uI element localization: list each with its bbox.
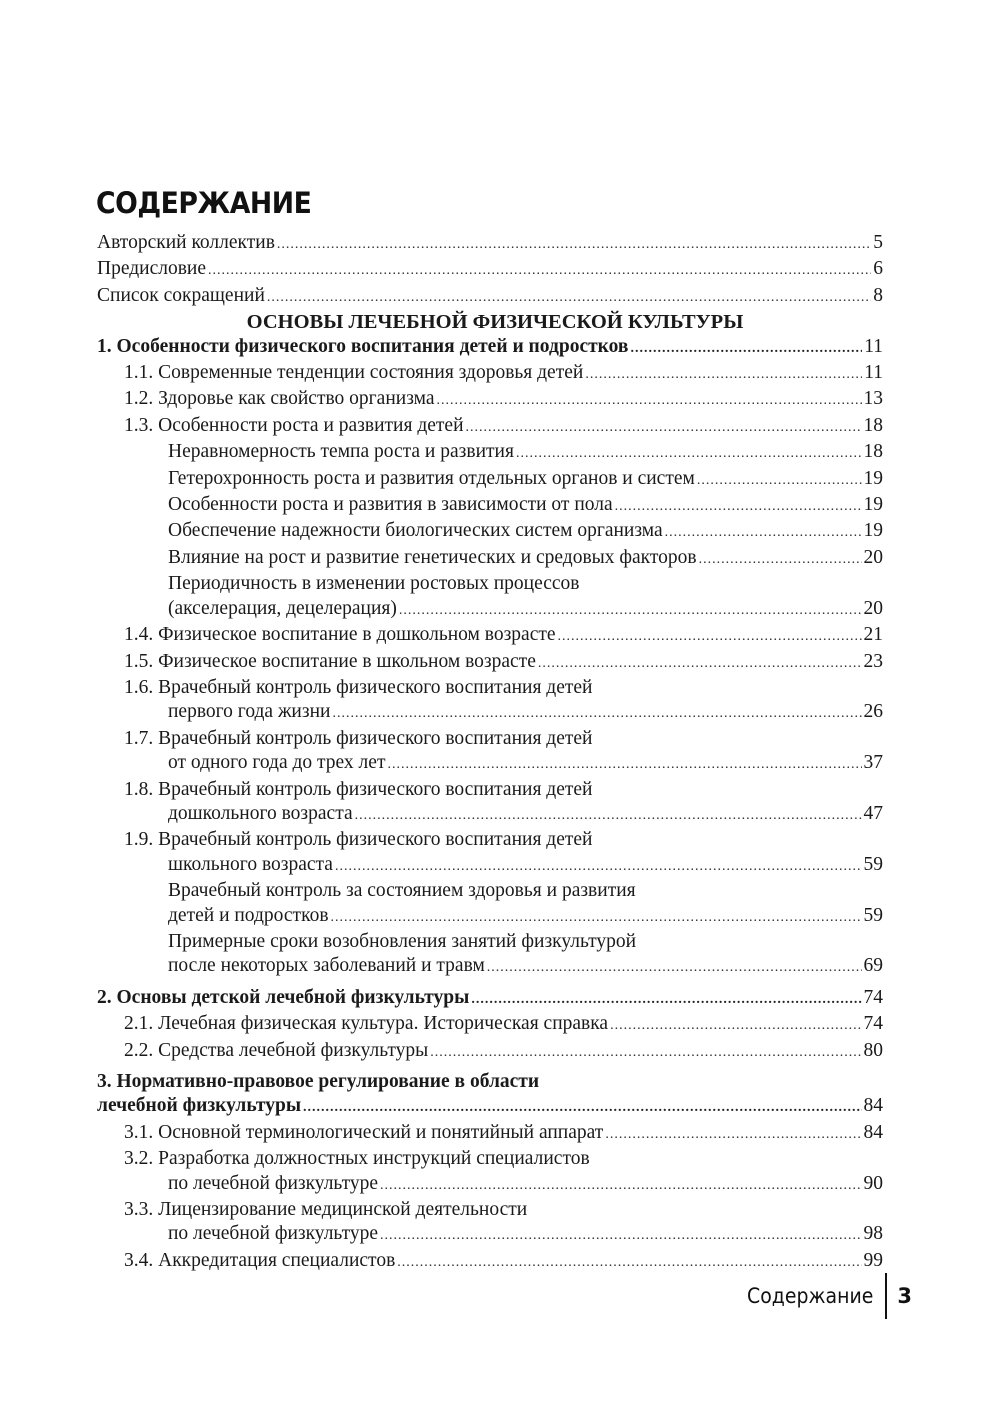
toc-section-1-9-line1[interactable]: 1.9. Врачебный контроль физического воспитания детей xyxy=(124,829,593,851)
toc-entry-label: Неравномерность темпа роста и развития xyxy=(168,441,514,463)
toc-entry-label: 1. Особенности физического воспитания детей и подростков xyxy=(97,335,629,357)
toc-section-3-3-line1[interactable]: 3.3. Лицензирование медицинской деятельности xyxy=(124,1199,528,1221)
toc-subsection-line2[interactable] xyxy=(97,954,883,980)
toc-page-number: 18 xyxy=(863,441,883,463)
toc-page-number: 5 xyxy=(873,232,883,253)
toc-section-1-7-line1[interactable]: 1.7. Врачебный контроль физического воспитания детей xyxy=(124,727,593,749)
toc-entry-label: 1.3. Особенности роста и развития детей xyxy=(124,414,464,436)
toc-page-number: 21 xyxy=(863,624,883,646)
toc-entry-abbreviations[interactable] xyxy=(97,284,883,310)
leader-dots xyxy=(267,286,871,310)
toc-chapter-1[interactable] xyxy=(97,335,883,361)
toc-section-1-8-line1[interactable]: 1.8. Врачебный контроль физического воспитания детей xyxy=(124,778,593,800)
toc-page-number: 84 xyxy=(863,1121,883,1143)
leader-dots xyxy=(430,1041,861,1065)
toc-entry-label: первого года жизни xyxy=(168,701,331,723)
toc-page-number: 74 xyxy=(863,1013,883,1035)
toc-entry-label: 2. Основы детской лечебной физкультуры xyxy=(97,986,470,1008)
toc-page-number: 26 xyxy=(863,701,883,723)
toc-page-number: 19 xyxy=(863,467,883,489)
toc-page-number: 19 xyxy=(863,520,883,542)
toc-entry-label: детей и подростков xyxy=(168,904,329,926)
leader-dots xyxy=(487,956,862,980)
toc-entry-label: 1.5. Физическое воспитание в школьном возрасте xyxy=(124,650,536,672)
leader-dots xyxy=(630,337,862,361)
toc-entry-label: по лечебной физкультуре xyxy=(168,1172,379,1194)
leader-dots xyxy=(332,702,861,726)
toc-subsection[interactable] xyxy=(97,467,883,493)
leader-dots xyxy=(697,469,862,493)
leader-dots xyxy=(387,753,861,777)
running-footer-section: Содержание xyxy=(747,1284,874,1308)
page-title: СОДЕРЖАНИЕ xyxy=(96,186,312,220)
toc-page-number: 20 xyxy=(863,597,883,619)
toc-page-number: 47 xyxy=(863,802,883,824)
leader-dots xyxy=(699,548,862,572)
leader-dots xyxy=(605,1123,861,1147)
toc-subsection[interactable] xyxy=(97,519,883,545)
leader-dots xyxy=(558,625,862,649)
toc-section-3-1[interactable] xyxy=(97,1121,883,1147)
leader-dots xyxy=(665,521,862,545)
leader-dots xyxy=(471,988,861,1012)
toc-entry-label: Предисловие xyxy=(97,258,207,280)
toc-entry-label: 1.4. Физическое воспитание в дошкольном возрасте xyxy=(124,624,556,646)
toc-section-1-7-line2[interactable] xyxy=(97,751,883,777)
toc-section-1-6-line2[interactable] xyxy=(97,700,883,726)
toc-page-number: 98 xyxy=(863,1223,883,1245)
toc-entry-label: Авторский коллектив xyxy=(97,232,275,253)
leader-dots xyxy=(516,442,862,466)
toc-subsection-line1[interactable]: Периодичность в изменении ростовых процессов xyxy=(168,573,580,595)
page-footer xyxy=(733,1272,912,1320)
leader-dots xyxy=(437,389,862,413)
toc-section-3-2-line2[interactable] xyxy=(97,1172,883,1198)
toc-page-number: 13 xyxy=(863,388,883,410)
toc-subsection[interactable] xyxy=(97,546,883,572)
toc-entry-label: Обеспечение надежности биологических систем организма xyxy=(168,520,663,542)
toc-entry-label: от одного года до трех лет xyxy=(168,752,386,774)
toc-entry-label: Гетерохронность роста и развития отдельных органов и систем xyxy=(168,467,695,489)
leader-dots xyxy=(380,1174,861,1198)
toc-section-1-4[interactable] xyxy=(97,623,883,649)
leader-dots xyxy=(615,495,862,519)
toc-page-number: 59 xyxy=(863,904,883,926)
toc-section-1-8-line2[interactable] xyxy=(97,802,883,828)
toc-page-number: 74 xyxy=(863,986,883,1008)
toc-page-number: 8 xyxy=(873,284,883,306)
toc-subsection[interactable] xyxy=(97,493,883,519)
toc-section-3-2-line1[interactable]: 3.2. Разработка должностных инструкций специалистов xyxy=(124,1148,590,1170)
toc-page-number: 69 xyxy=(863,955,883,977)
toc-entry-label: дошкольного возраста xyxy=(168,802,353,824)
toc-chapter-3-line2[interactable] xyxy=(97,1094,883,1120)
toc-page-number: 11 xyxy=(864,362,883,384)
toc-page-number: 6 xyxy=(873,258,883,280)
toc-entry-label: 1.2. Здоровье как свойство организма xyxy=(124,388,435,410)
toc-page-number: 37 xyxy=(863,752,883,774)
toc-section-1-9-line2[interactable] xyxy=(97,853,883,879)
toc-section-1-5[interactable] xyxy=(97,650,883,676)
toc-page-number: 84 xyxy=(863,1095,883,1117)
leader-dots xyxy=(610,1014,861,1038)
toc-entry-authors[interactable] xyxy=(97,231,883,257)
toc-chapter-3-line1[interactable]: 3. Нормативно-правовое регулирование в области xyxy=(97,1071,540,1092)
toc-entry-label: Список сокращений xyxy=(97,284,265,306)
leader-dots xyxy=(277,233,871,257)
table-of-contents xyxy=(97,231,883,1275)
toc-entry-label: 3.1. Основной терминологический и понятийный аппарат xyxy=(124,1121,604,1143)
toc-subsection-line2[interactable] xyxy=(97,597,883,623)
toc-section-2-2[interactable] xyxy=(97,1039,883,1065)
toc-subsection-line1[interactable]: Врачебный контроль за состоянием здоровья и развития xyxy=(168,880,636,902)
toc-entry-label: Особенности роста и развития в зависимости от пола xyxy=(168,494,613,516)
toc-page-number: 80 xyxy=(863,1039,883,1061)
toc-section-1-2[interactable] xyxy=(97,387,883,413)
leader-dots xyxy=(355,804,862,828)
leader-dots xyxy=(335,855,862,879)
toc-page-number: 20 xyxy=(863,546,883,568)
part-title: ОСНОВЫ ЛЕЧЕБНОЙ ФИЗИЧЕСКОЙ КУЛЬТУРЫ xyxy=(246,311,744,334)
toc-entry-preface[interactable] xyxy=(97,257,883,283)
toc-subsection-line1[interactable]: Примерные сроки возобновления занятий физкультурой xyxy=(168,930,637,952)
toc-entry-label: 3.4. Аккредитация специалистов xyxy=(124,1249,396,1271)
toc-entry-label: школьного возраста xyxy=(168,853,333,875)
toc-subsection-line2[interactable] xyxy=(97,904,883,930)
leader-dots xyxy=(208,259,871,283)
toc-page-number: 59 xyxy=(863,853,883,875)
toc-page-number: 99 xyxy=(863,1249,883,1271)
toc-entry-label: после некоторых заболеваний и травм xyxy=(168,955,485,977)
toc-entry-label: Влияние на рост и развитие генетических и средовых факторов xyxy=(168,546,697,568)
toc-entry-label: 1.1. Современные тенденции состояния здоровья детей xyxy=(124,362,584,384)
leader-dots xyxy=(585,363,862,387)
toc-section-1-6-line1[interactable]: 1.6. Врачебный контроль физического воспитания детей xyxy=(124,676,593,698)
toc-page-number: 23 xyxy=(863,650,883,672)
toc-entry-label: (акселерация, децелерация) xyxy=(168,597,397,619)
toc-subsection[interactable] xyxy=(97,440,883,466)
toc-page-number: 18 xyxy=(863,414,883,436)
toc-entry-label: по лечебной физкультуре xyxy=(168,1223,379,1245)
leader-dots xyxy=(303,1096,861,1120)
toc-section-2-1[interactable] xyxy=(97,1012,883,1038)
leader-dots xyxy=(380,1224,861,1248)
toc-entry-label: 2.2. Средства лечебной физкультуры xyxy=(124,1039,429,1061)
toc-section-1-1[interactable] xyxy=(97,361,883,387)
footer-divider xyxy=(885,1273,887,1319)
toc-page-number: 90 xyxy=(863,1172,883,1194)
toc-entry-label: лечебной физкультуры xyxy=(97,1095,302,1117)
toc-entry-label: 2.1. Лечебная физическая культура. Историческая справка xyxy=(124,1013,609,1035)
toc-section-1-3[interactable] xyxy=(97,414,883,440)
page-number: 3 xyxy=(897,1284,912,1308)
toc-chapter-2[interactable] xyxy=(97,986,883,1012)
leader-dots xyxy=(538,652,862,676)
leader-dots xyxy=(331,906,862,930)
leader-dots xyxy=(466,416,862,440)
leader-dots xyxy=(399,599,862,623)
toc-page-number: 19 xyxy=(863,494,883,516)
toc-section-3-3-line2[interactable] xyxy=(97,1222,883,1248)
toc-page-number: 11 xyxy=(864,335,883,357)
